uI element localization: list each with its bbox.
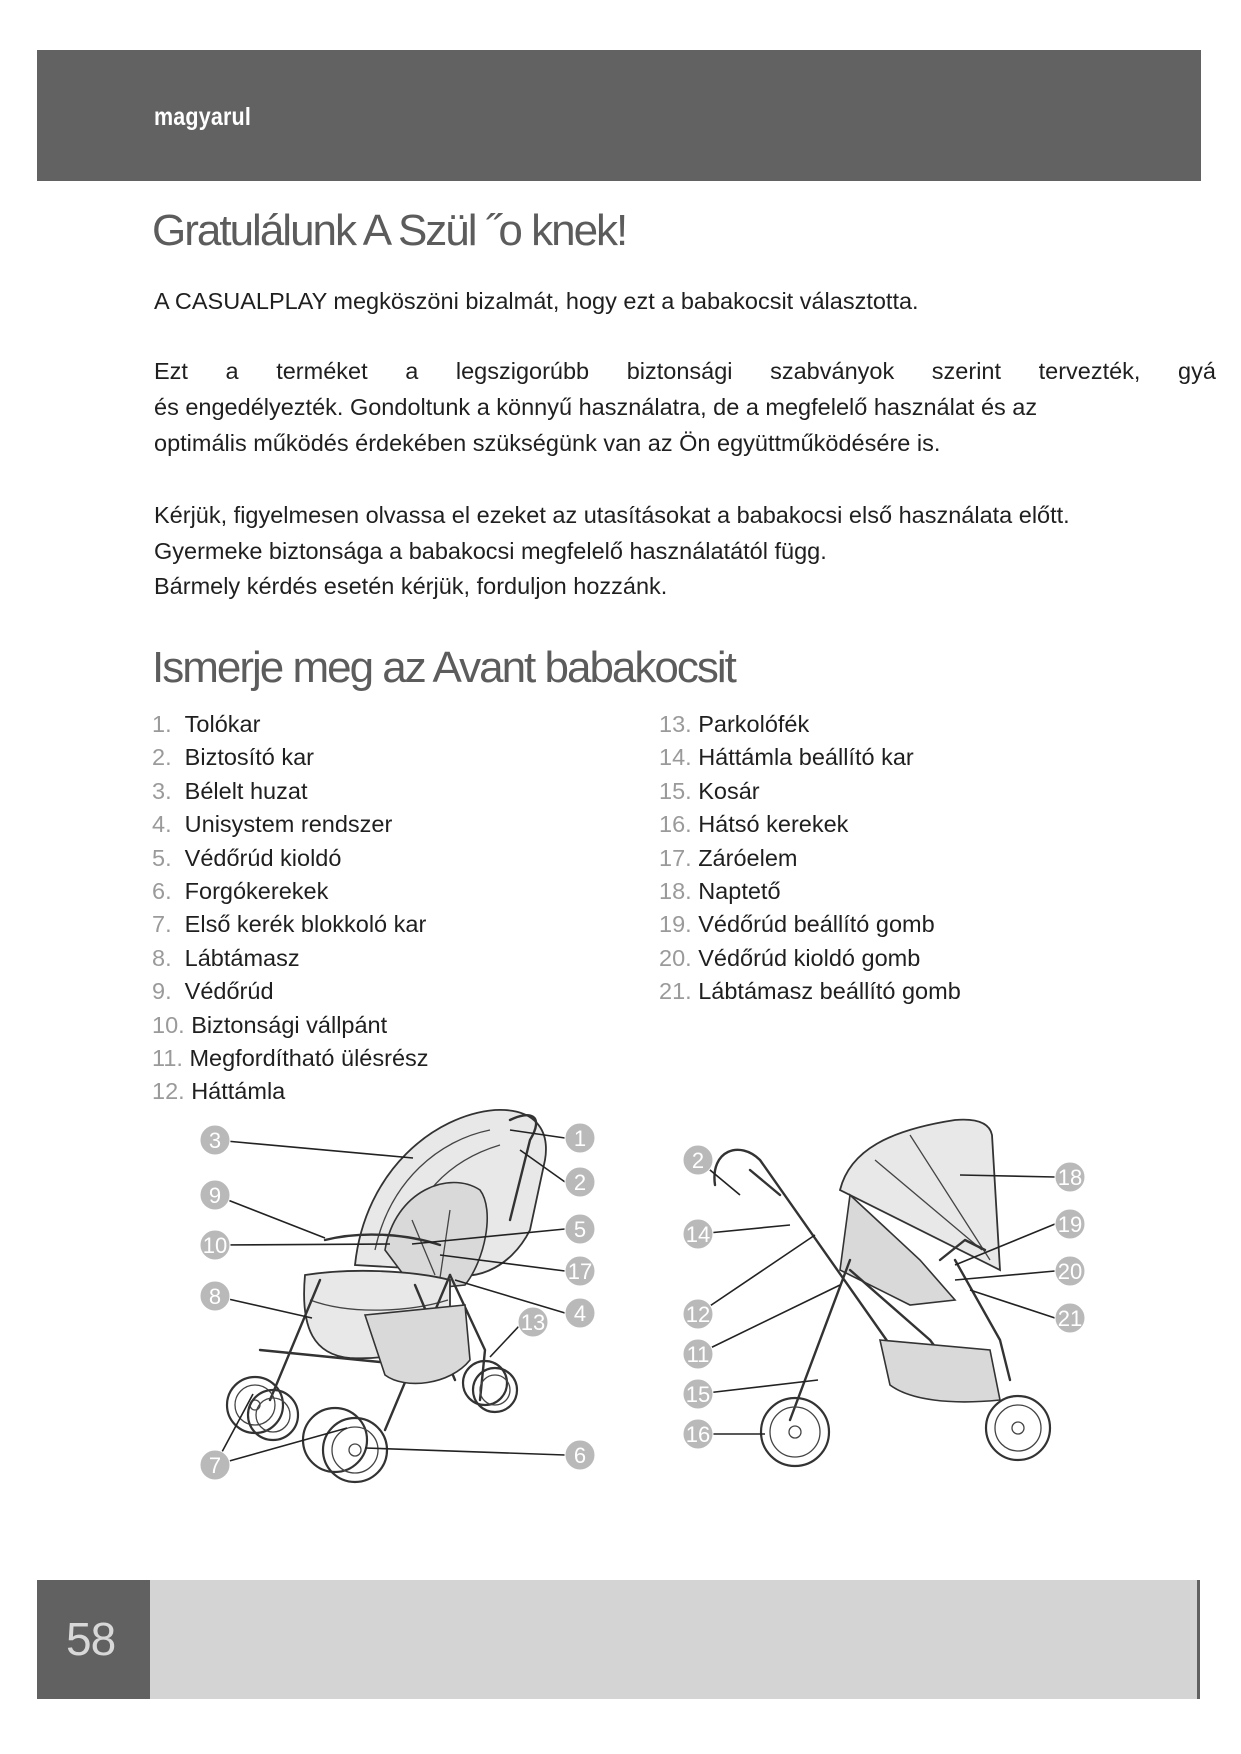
callout-5	[565, 1214, 595, 1244]
instructions-paragraph	[154, 498, 1070, 605]
part-label: Védőrúd kioldó	[184, 844, 342, 871]
part-number: 21.	[659, 978, 692, 1005]
part-item	[659, 908, 961, 941]
design-paragraph-first-line	[154, 354, 1216, 390]
part-label: Záróelem	[698, 844, 798, 871]
callout-11	[683, 1339, 713, 1369]
callout-2	[565, 1167, 595, 1197]
svg-text:11: 11	[686, 1342, 710, 1367]
part-label: Lábtámasz beállító gomb	[698, 978, 961, 1005]
word: terméket	[276, 358, 368, 384]
callout-16	[683, 1419, 713, 1449]
part-label: Háttámla	[191, 1078, 286, 1105]
callout-2	[683, 1145, 713, 1175]
svg-text:3: 3	[208, 1128, 222, 1153]
callout-17	[565, 1256, 595, 1286]
svg-text:5: 5	[573, 1217, 587, 1242]
svg-text:7: 7	[208, 1453, 222, 1478]
part-number: 19.	[659, 911, 692, 938]
svg-text:13: 13	[520, 1310, 546, 1335]
part-label: Lábtámasz	[184, 944, 300, 971]
svg-text:21: 21	[1057, 1306, 1083, 1331]
svg-text:8: 8	[208, 1284, 222, 1309]
svg-text:6: 6	[573, 1443, 587, 1468]
part-item	[659, 942, 961, 975]
stroller-parts-title: Ismerje meg az Avant babakocsit	[152, 643, 735, 692]
svg-text:19: 19	[1057, 1212, 1083, 1237]
language-label: magyarul	[154, 103, 251, 131]
svg-text:10: 10	[202, 1233, 228, 1258]
part-label: Parkolófék	[698, 711, 810, 737]
callout-4	[565, 1298, 595, 1328]
part-number: 15.	[659, 777, 692, 804]
svg-text:18: 18	[1057, 1165, 1083, 1190]
svg-text:2: 2	[573, 1170, 587, 1195]
callout-18	[1055, 1162, 1085, 1192]
part-label: Első kerék blokkoló kar	[184, 911, 427, 938]
stroller-side-view-illustration	[698, 1120, 1055, 1466]
part-label: Tolókar	[184, 711, 261, 737]
part-item	[152, 1042, 429, 1075]
part-number: 2.	[152, 744, 172, 771]
part-number: 7.	[152, 911, 172, 938]
part-item	[659, 741, 961, 774]
svg-text:15: 15	[685, 1382, 711, 1407]
callout-1	[565, 1123, 595, 1153]
part-item	[152, 1009, 429, 1042]
parts-list-right	[659, 708, 961, 1009]
part-number: 17.	[659, 844, 692, 871]
part-label: Védőrúd	[184, 978, 274, 1005]
callout-15	[683, 1379, 713, 1409]
word: biztonsági	[626, 358, 733, 384]
part-item	[152, 842, 429, 875]
part-number: 18.	[659, 877, 692, 904]
word: legszigorúbb	[455, 358, 590, 384]
part-item	[659, 808, 961, 841]
part-number: 4.	[152, 811, 172, 838]
part-label: Unisystem rendszer	[184, 811, 393, 838]
part-number: 13.	[659, 711, 692, 737]
part-number: 6.	[152, 877, 172, 904]
text-line: Bármely kérdés esetén kérjük, forduljon hozzánk.	[154, 573, 668, 599]
part-number: 16.	[659, 811, 692, 838]
svg-text:1: 1	[573, 1126, 587, 1151]
stroller-diagram	[150, 1100, 1130, 1560]
word: szerint	[931, 358, 1002, 384]
part-label: Biztosító kar	[184, 744, 314, 771]
part-item	[152, 908, 429, 941]
part-item	[152, 775, 429, 808]
callout-19	[1055, 1209, 1085, 1239]
part-number: 8.	[152, 944, 172, 971]
part-number: 9.	[152, 978, 172, 1005]
callout-13	[518, 1307, 548, 1337]
part-item	[152, 741, 429, 774]
part-number: 3.	[152, 777, 172, 804]
part-label: Kosár	[698, 777, 760, 804]
part-item	[659, 775, 961, 808]
word: a	[405, 358, 419, 384]
callout-7	[200, 1450, 230, 1480]
word: tervezték,	[1038, 358, 1141, 384]
svg-text:16: 16	[685, 1422, 711, 1447]
svg-text:9: 9	[208, 1183, 222, 1208]
text-line: és engedélyezték. Gondoltunk a könnyű használatra, de a megfelelő használat és az	[154, 394, 1038, 420]
part-item	[152, 808, 429, 841]
svg-text:12: 12	[685, 1302, 711, 1327]
part-label: Biztonsági vállpánt	[191, 1011, 388, 1038]
text-line: optimális működés érdekében szükségünk van az Ön együttműködésére is.	[154, 429, 941, 456]
svg-text:2: 2	[691, 1148, 705, 1173]
word: szabványok	[770, 358, 895, 384]
part-label: Védőrúd beállító gomb	[698, 911, 935, 938]
text-line: Gyermeke biztonsága a babakocsi megfelelő használatától függ.	[154, 537, 827, 564]
callout-9	[200, 1180, 230, 1210]
part-item	[152, 975, 429, 1008]
parts-list-left	[152, 708, 429, 1109]
part-number: 14.	[659, 744, 692, 771]
part-label: Hátsó kerekek	[698, 811, 849, 838]
part-label: Védőrúd kioldó gomb	[698, 944, 921, 971]
svg-text:20: 20	[1057, 1259, 1083, 1284]
word: gyá	[1178, 358, 1216, 384]
part-item	[659, 842, 961, 875]
callout-3	[200, 1125, 230, 1155]
part-number: 10.	[152, 1011, 185, 1038]
part-label: Háttámla beállító kar	[698, 744, 914, 771]
part-item	[659, 875, 961, 908]
part-number: 12.	[152, 1078, 185, 1105]
svg-text:4: 4	[573, 1301, 587, 1326]
page-number: 58	[66, 1613, 116, 1665]
part-number: 11.	[152, 1044, 183, 1071]
word: a	[225, 358, 239, 384]
congratulations-title: Gratulálunk A Szül ˝o knek!	[152, 206, 627, 255]
footer-bar	[150, 1580, 1200, 1699]
callout-20	[1055, 1256, 1085, 1286]
part-item	[152, 708, 429, 741]
intro-paragraph: A CASUALPLAY megköszöni bizalmát, hogy ezt a babakocsit választotta.	[154, 288, 919, 314]
part-label: Bélelt huzat	[184, 777, 308, 804]
footer-edge	[1197, 1580, 1200, 1699]
stroller-front-view-illustration	[215, 1110, 565, 1482]
part-label: Forgókerekek	[184, 877, 329, 904]
part-label: Naptető	[698, 877, 781, 904]
callout-12	[683, 1299, 713, 1329]
design-paragraph-rest	[154, 390, 1037, 461]
callout-14	[683, 1219, 713, 1249]
part-number: 5.	[152, 844, 172, 871]
part-number: 1.	[152, 711, 172, 737]
callout-21	[1055, 1303, 1085, 1333]
part-item	[659, 975, 961, 1008]
text-line: Kérjük, figyelmesen olvassa el ezeket az utasításokat a babakocsi első használata előtt.	[154, 502, 1070, 528]
callout-10	[200, 1230, 230, 1260]
part-item	[152, 875, 429, 908]
svg-text:17: 17	[567, 1259, 593, 1284]
word: Ezt	[154, 358, 188, 384]
part-item	[659, 708, 961, 741]
callout-8	[200, 1281, 230, 1311]
part-item	[152, 942, 429, 975]
part-number: 20.	[659, 944, 692, 971]
svg-text:14: 14	[685, 1222, 711, 1247]
part-label: Megfordítható ülésrész	[189, 1044, 429, 1071]
callout-6	[565, 1440, 595, 1470]
